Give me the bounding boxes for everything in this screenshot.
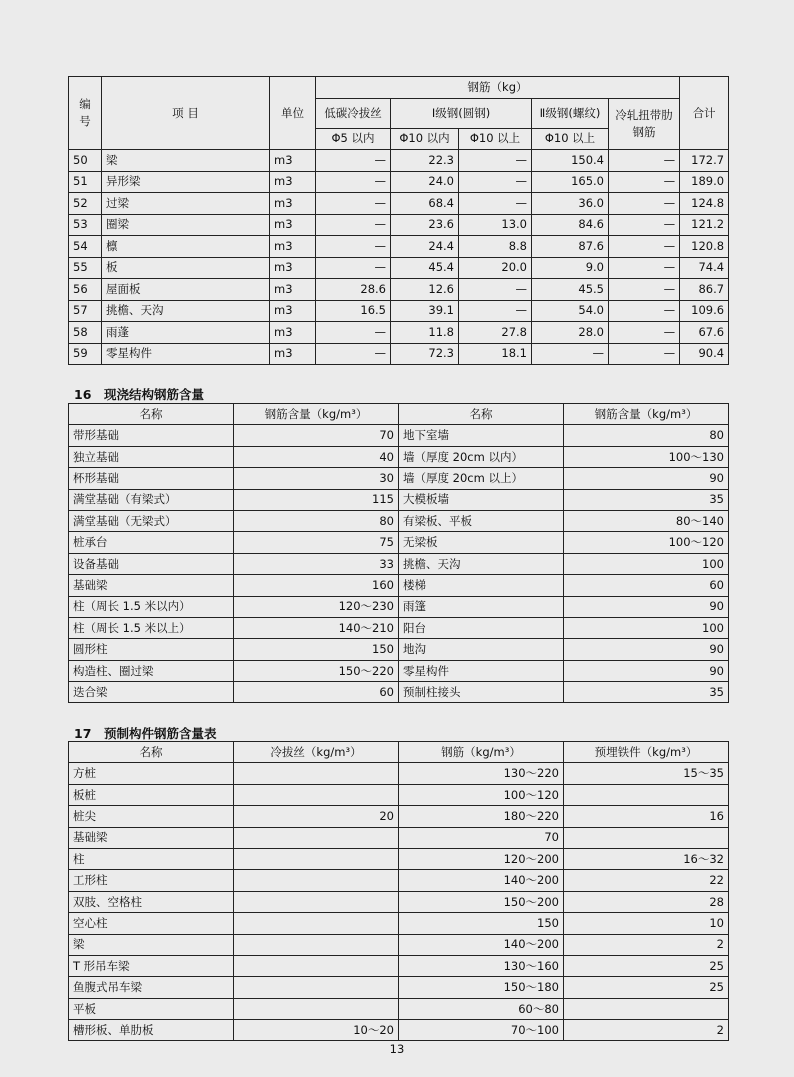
table-cell: 迭合梁: [69, 682, 234, 703]
table-cell: 120～200: [399, 848, 564, 869]
t3-header-embedded: 预埋铁件（kg/m³）: [564, 742, 729, 763]
table-cell: —: [459, 150, 532, 172]
table-cell: 35: [564, 682, 729, 703]
table-cell: 39.1: [391, 300, 459, 322]
section16-number: 16: [74, 387, 92, 402]
table-cell: 工形柱: [69, 870, 234, 891]
table-cell: 独立基础: [69, 446, 234, 467]
table-cell: [234, 891, 399, 912]
table1-rows: [69, 150, 729, 365]
header-rebar: 钢筋（kg）: [316, 77, 680, 99]
table-cell: 带形基础: [69, 425, 234, 446]
table-cell: 54: [69, 236, 102, 258]
table-cell: 过梁: [102, 193, 270, 215]
table-cell: 板: [102, 257, 270, 279]
table-cell: m3: [270, 343, 316, 365]
table-row: [69, 913, 729, 934]
table-cell: [234, 763, 399, 784]
table-cell: 80: [564, 425, 729, 446]
table-cell: 大模板墙: [399, 489, 564, 510]
rebar-table-by-item: [68, 76, 729, 365]
table-cell: 45.5: [532, 279, 609, 301]
table-cell: 53: [69, 214, 102, 236]
table-cell: [564, 827, 729, 848]
table3-rows: [69, 763, 729, 1041]
table-cell: —: [609, 300, 680, 322]
table-cell: m3: [270, 193, 316, 215]
table-cell: 挑檐、天沟: [399, 553, 564, 574]
table-cell: —: [609, 236, 680, 258]
table-cell: —: [609, 193, 680, 215]
table-cell: 地沟: [399, 639, 564, 660]
table-cell: 140～210: [234, 617, 399, 638]
table-cell: —: [316, 193, 391, 215]
table-cell: 28.0: [532, 322, 609, 344]
table-cell: 90.4: [680, 343, 729, 365]
header-cold-rolled: 冷轧扭带肋钢筋: [609, 98, 680, 150]
table-cell: 160: [234, 575, 399, 596]
table-cell: 13.0: [459, 214, 532, 236]
table-cell: 50: [69, 150, 102, 172]
table-cell: m3: [270, 214, 316, 236]
table-cell: 60～80: [399, 998, 564, 1019]
table-cell: —: [316, 214, 391, 236]
table-cell: 57: [69, 300, 102, 322]
table-row: [69, 784, 729, 805]
table-cell: 121.2: [680, 214, 729, 236]
table-cell: m3: [270, 171, 316, 193]
table-cell: 鱼腹式吊车梁: [69, 977, 234, 998]
t2-header-name-2: 名称: [399, 404, 564, 425]
table-cell: 100～120: [399, 784, 564, 805]
table-cell: 59: [69, 343, 102, 365]
table-cell: 109.6: [680, 300, 729, 322]
table-cell: [234, 870, 399, 891]
table-cell: 空心柱: [69, 913, 234, 934]
table-cell: 16～32: [564, 848, 729, 869]
table-cell: 90: [564, 660, 729, 681]
table-cell: 2: [564, 1020, 729, 1041]
table-cell: —: [609, 150, 680, 172]
table-cell: 墙（厚度 20cm 以上）: [399, 468, 564, 489]
precast-rebar-table: [68, 741, 729, 1041]
table-cell: 27.8: [459, 322, 532, 344]
header-low-carbon: 低碳冷拔丝: [316, 98, 391, 128]
header-phi10-in: Φ10 以内: [391, 128, 459, 150]
table-cell: —: [532, 343, 609, 365]
table-cell: 120.8: [680, 236, 729, 258]
table-cell: 25: [564, 955, 729, 976]
table-cell: 84.6: [532, 214, 609, 236]
table-cell: 70～100: [399, 1020, 564, 1041]
table-cell: 板桩: [69, 784, 234, 805]
table-cell: 2: [564, 934, 729, 955]
header-phi10-up: Φ10 以上: [459, 128, 532, 150]
table-cell: 36.0: [532, 193, 609, 215]
table-cell: 45.4: [391, 257, 459, 279]
table-cell: 8.8: [459, 236, 532, 258]
table-cell: 140～200: [399, 934, 564, 955]
table-cell: 零星构件: [102, 343, 270, 365]
table-row: [69, 1020, 729, 1041]
table-cell: 9.0: [532, 257, 609, 279]
table-cell: 189.0: [680, 171, 729, 193]
table-cell: 平板: [69, 998, 234, 1019]
cast-in-place-rebar-table: [68, 403, 729, 703]
table-cell: 74.4: [680, 257, 729, 279]
table-cell: 12.6: [391, 279, 459, 301]
table-cell: 55: [69, 257, 102, 279]
table-cell: 无梁板: [399, 532, 564, 553]
table-cell: m3: [270, 322, 316, 344]
table-cell: 90: [564, 639, 729, 660]
table-cell: m3: [270, 236, 316, 258]
table-cell: —: [459, 171, 532, 193]
table-cell: 20.0: [459, 257, 532, 279]
section17-heading: [74, 724, 217, 742]
table-cell: [234, 913, 399, 934]
table-row: [69, 806, 729, 827]
t3-header-cold-drawn: 冷拔丝（kg/m³）: [234, 742, 399, 763]
table-cell: —: [609, 171, 680, 193]
table-row: [69, 575, 729, 596]
table-cell: —: [609, 214, 680, 236]
table-cell: 桩尖: [69, 806, 234, 827]
table2-body: [69, 404, 729, 425]
table-cell: 28: [564, 891, 729, 912]
table-cell: 70: [234, 425, 399, 446]
table-cell: 150: [399, 913, 564, 934]
table-cell: 基础梁: [69, 575, 234, 596]
table-row: [69, 489, 729, 510]
section17-title: 预制构件钢筋含量表: [104, 726, 217, 741]
table-cell: 方桩: [69, 763, 234, 784]
table-cell: 22.3: [391, 150, 459, 172]
table-cell: 58: [69, 322, 102, 344]
table-cell: 满堂基础（有梁式）: [69, 489, 234, 510]
table-cell: 100: [564, 617, 729, 638]
table-row: [69, 682, 729, 703]
table-cell: —: [609, 279, 680, 301]
table-cell: 150～200: [399, 891, 564, 912]
table-cell: 172.7: [680, 150, 729, 172]
t2-header-name: 名称: [69, 404, 234, 425]
table-cell: 基础梁: [69, 827, 234, 848]
table2-rows: [69, 425, 729, 703]
table-cell: 10: [564, 913, 729, 934]
table-cell: 阳台: [399, 617, 564, 638]
table-row: [69, 848, 729, 869]
table-cell: 67.6: [680, 322, 729, 344]
section16-title: 现浇结构钢筋含量: [104, 387, 205, 402]
table-cell: 150: [234, 639, 399, 660]
table-row: [69, 257, 729, 279]
table-cell: 异形梁: [102, 171, 270, 193]
table-cell: 70: [399, 827, 564, 848]
table-cell: [564, 998, 729, 1019]
table-row: [69, 870, 729, 891]
table-cell: [234, 955, 399, 976]
table-cell: 115: [234, 489, 399, 510]
table-cell: —: [609, 322, 680, 344]
table-cell: [564, 784, 729, 805]
table-cell: 设备基础: [69, 553, 234, 574]
table-cell: 35: [564, 489, 729, 510]
table-cell: 圈梁: [102, 214, 270, 236]
table-cell: 75: [234, 532, 399, 553]
header-phi5: Φ5 以内: [316, 128, 391, 150]
table-cell: 梁: [102, 150, 270, 172]
table-row: [69, 468, 729, 489]
header-phi10-up-2: Φ10 以上: [532, 128, 609, 150]
table-row: [69, 660, 729, 681]
table-cell: 54.0: [532, 300, 609, 322]
table-cell: 80: [234, 510, 399, 531]
table-row: [69, 639, 729, 660]
table-row: [69, 343, 729, 365]
table-cell: —: [316, 236, 391, 258]
table-cell: 150～180: [399, 977, 564, 998]
header-unit: 单位: [270, 77, 316, 150]
table-cell: 40: [234, 446, 399, 467]
table-row: [69, 827, 729, 848]
table-row: [69, 596, 729, 617]
table-row: [69, 532, 729, 553]
table-row: [69, 891, 729, 912]
table-cell: 柱: [69, 848, 234, 869]
header-item: 项 目: [102, 77, 270, 150]
table-cell: 52: [69, 193, 102, 215]
table-cell: 150.4: [532, 150, 609, 172]
header-total: 合计: [680, 77, 729, 150]
table-cell: m3: [270, 257, 316, 279]
table-cell: 16.5: [316, 300, 391, 322]
table3-body: [69, 742, 729, 763]
table-cell: 有梁板、平板: [399, 510, 564, 531]
table-cell: 60: [234, 682, 399, 703]
table-cell: 22: [564, 870, 729, 891]
table-cell: 30: [234, 468, 399, 489]
section16-heading: [74, 385, 204, 403]
table1-body: [69, 77, 729, 150]
table-cell: 地下室墙: [399, 425, 564, 446]
table-cell: 槽形板、单肋板: [69, 1020, 234, 1041]
table-cell: 零星构件: [399, 660, 564, 681]
page-number: 13: [389, 1042, 405, 1056]
table-cell: —: [316, 150, 391, 172]
table-cell: [234, 827, 399, 848]
header-grade2: Ⅱ级钢(螺纹): [532, 98, 609, 128]
table-cell: 构造柱、圈过梁: [69, 660, 234, 681]
table-row: [69, 446, 729, 467]
table-cell: 18.1: [459, 343, 532, 365]
table-row: [69, 279, 729, 301]
table-cell: —: [316, 257, 391, 279]
table-row: [69, 425, 729, 446]
table-cell: —: [459, 193, 532, 215]
table-cell: 柱（周长 1.5 米以上）: [69, 617, 234, 638]
table-row: [69, 300, 729, 322]
table-row: [69, 322, 729, 344]
table-row: [69, 214, 729, 236]
table-cell: 72.3: [391, 343, 459, 365]
table-cell: 圆形柱: [69, 639, 234, 660]
table-cell: m3: [270, 279, 316, 301]
table-cell: [234, 784, 399, 805]
table-cell: 墙（厚度 20cm 以内）: [399, 446, 564, 467]
table-cell: 11.8: [391, 322, 459, 344]
table-cell: —: [609, 343, 680, 365]
table-cell: 楼梯: [399, 575, 564, 596]
table-row: [69, 236, 729, 258]
table-cell: 雨篷: [399, 596, 564, 617]
table-cell: 87.6: [532, 236, 609, 258]
table-cell: 100～120: [564, 532, 729, 553]
table-cell: [234, 977, 399, 998]
table-cell: 100: [564, 553, 729, 574]
table-cell: m3: [270, 150, 316, 172]
table-row: [69, 510, 729, 531]
table-row: [69, 977, 729, 998]
t2-header-content: 钢筋含量（kg/m³）: [234, 404, 399, 425]
t3-header-rebar: 钢筋（kg/m³）: [399, 742, 564, 763]
table-cell: 23.6: [391, 214, 459, 236]
table-cell: 满堂基础（无梁式）: [69, 510, 234, 531]
table-cell: —: [316, 171, 391, 193]
table-cell: 柱（周长 1.5 米以内）: [69, 596, 234, 617]
table-cell: 124.8: [680, 193, 729, 215]
table-cell: 140～200: [399, 870, 564, 891]
table-row: [69, 171, 729, 193]
table-cell: 100～130: [564, 446, 729, 467]
table-row: [69, 763, 729, 784]
table-cell: 檩: [102, 236, 270, 258]
table-cell: 屋面板: [102, 279, 270, 301]
table-cell: 60: [564, 575, 729, 596]
header-no: 编号: [69, 77, 102, 150]
table-row: [69, 617, 729, 638]
table-cell: 150～220: [234, 660, 399, 681]
section17-number: 17: [74, 726, 92, 741]
table-cell: 雨蓬: [102, 322, 270, 344]
table-cell: 130～160: [399, 955, 564, 976]
table-row: [69, 193, 729, 215]
table-cell: 90: [564, 468, 729, 489]
header-grade1: Ⅰ级钢(圆钢): [391, 98, 532, 128]
table-cell: 90: [564, 596, 729, 617]
table-cell: m3: [270, 300, 316, 322]
table-cell: —: [316, 322, 391, 344]
table-cell: 挑檐、天沟: [102, 300, 270, 322]
table-cell: 33: [234, 553, 399, 574]
table-cell: 预制柱接头: [399, 682, 564, 703]
table-cell: 165.0: [532, 171, 609, 193]
table-cell: 24.0: [391, 171, 459, 193]
table-cell: 10～20: [234, 1020, 399, 1041]
table-cell: 28.6: [316, 279, 391, 301]
table-cell: 桩承台: [69, 532, 234, 553]
t2-header-content-2: 钢筋含量（kg/m³）: [564, 404, 729, 425]
table-cell: 杯形基础: [69, 468, 234, 489]
table-cell: —: [459, 279, 532, 301]
table-cell: [234, 848, 399, 869]
table-cell: T 形吊车梁: [69, 955, 234, 976]
t3-header-name: 名称: [69, 742, 234, 763]
table-row: [69, 553, 729, 574]
table-row: [69, 150, 729, 172]
table-row: [69, 955, 729, 976]
table-cell: 130～220: [399, 763, 564, 784]
table-row: [69, 934, 729, 955]
table-cell: 20: [234, 806, 399, 827]
table-cell: 25: [564, 977, 729, 998]
table-cell: 68.4: [391, 193, 459, 215]
table-cell: —: [459, 300, 532, 322]
table-cell: 双肢、空格柱: [69, 891, 234, 912]
table-cell: 梁: [69, 934, 234, 955]
table-cell: 56: [69, 279, 102, 301]
table-cell: 80～140: [564, 510, 729, 531]
table-cell: 51: [69, 171, 102, 193]
table-cell: —: [316, 343, 391, 365]
table-cell: 24.4: [391, 236, 459, 258]
table-cell: 86.7: [680, 279, 729, 301]
table-cell: [234, 934, 399, 955]
table-cell: —: [609, 257, 680, 279]
table-cell: 15～35: [564, 763, 729, 784]
table-row: [69, 998, 729, 1019]
table-cell: 16: [564, 806, 729, 827]
table-cell: 180～220: [399, 806, 564, 827]
table-cell: [234, 998, 399, 1019]
table-cell: 120～230: [234, 596, 399, 617]
